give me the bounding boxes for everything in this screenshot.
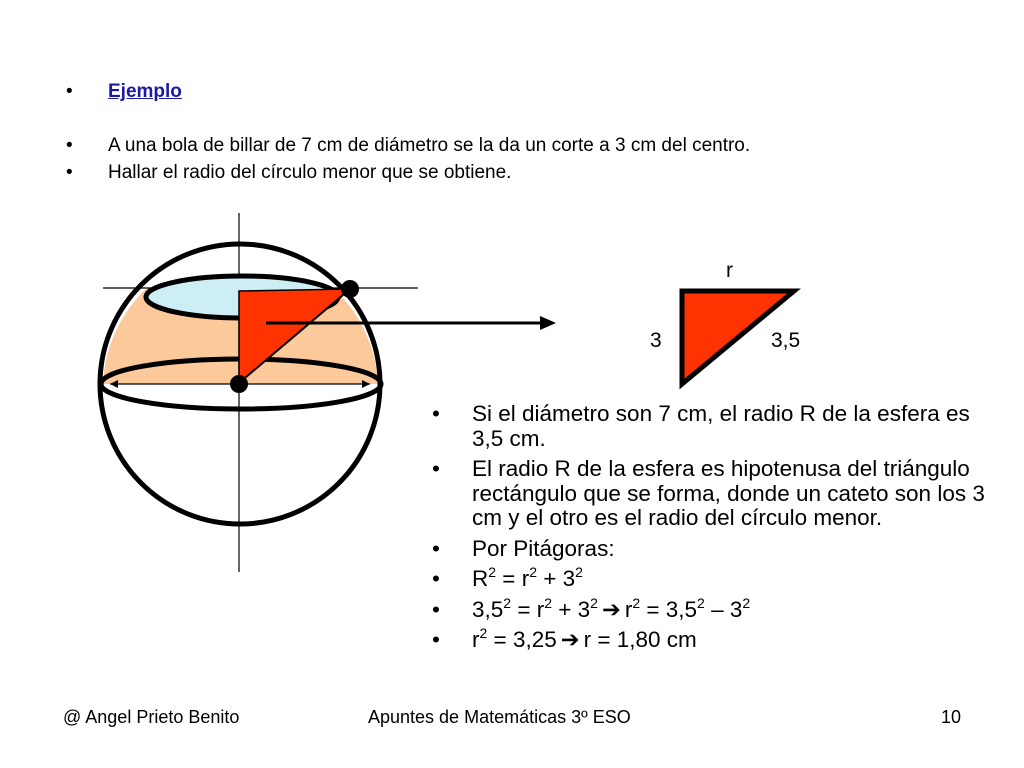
problem-line-2: • Hallar el radio del círculo menor que se obtiene. [66, 162, 512, 183]
label-r: r [726, 259, 733, 282]
equation-2: • $3,5^2 = r^2 + 3^2$ ➔ $r^2 = 3,5^2 - 3^2$ [432, 594, 751, 622]
label-3: 3 [650, 329, 662, 352]
page-number: 10 [941, 707, 962, 727]
example-heading[interactable]: Ejemplo [108, 81, 182, 102]
explanation-item-3: • Por Pitágoras: [432, 535, 615, 561]
problem-line-1: • A una bola de billar de 7 cm de diámetro se la da un corte a 3 cm del centro. [66, 135, 751, 156]
implies-arrow-icon: ➔ [560, 627, 580, 652]
equation-1: • $R^2 = r^2 + 3^2$ [432, 564, 583, 591]
footer-title: Apuntes de Matemáticas 3º ESO [368, 707, 631, 727]
label-3-5: 3,5 [771, 329, 801, 352]
arrow-head-icon [540, 316, 556, 330]
explanation-list [432, 402, 992, 659]
implies-arrow-icon: ➔ [601, 596, 621, 622]
edge-point [341, 280, 359, 298]
example-heading-item: • Ejemplo [66, 81, 182, 102]
footer-author: @ Angel Prieto Benito [63, 707, 240, 727]
center-point [230, 375, 248, 393]
equation-3: • $r^2 = 3,25$ ➔ r = 1,80 cm [432, 625, 697, 652]
explanation-item-1: • Si el diámetro son 7 cm, el radio R de la esfera es 3,5 cm. [432, 401, 970, 451]
explanation-item-2: • El radio R de la esfera es hipotenusa del triángulo rectángulo que se forma, donde un cateto son los 3 cm y el otro es el radio del círculo menor. [432, 456, 985, 530]
